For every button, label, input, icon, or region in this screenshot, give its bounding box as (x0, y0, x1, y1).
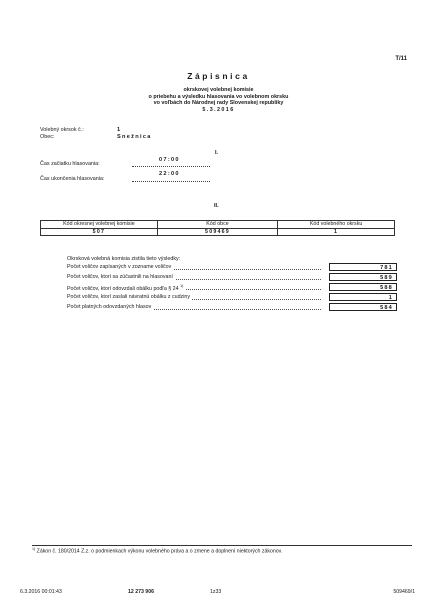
start-time-value: 07:00 (159, 157, 180, 163)
footer-timestamp: 6.3.2016 00:01:43 (20, 589, 62, 595)
results-intro: Okrsková volebná komisia zistila tieto výsledky: (67, 256, 181, 262)
table-row (41, 228, 395, 236)
result-label: Počet voličov zapísaných v zozname voličov (67, 264, 172, 270)
table-value-cell: 509469 (157, 228, 277, 236)
end-time-value: 22:00 (159, 171, 180, 177)
result-label (67, 284, 185, 292)
subtitle-line: o priebehu a výsledku hlasovania vo volebnom okrsku (148, 93, 289, 100)
result-row (67, 293, 397, 302)
table-row (41, 221, 395, 229)
footnote (32, 547, 282, 555)
table-value-cell: 507 (41, 228, 158, 236)
result-row (67, 303, 397, 312)
end-time-label: Čas ukončenia hlasovania: (40, 176, 105, 182)
start-time-dots (132, 166, 210, 167)
footer-code: 509469/1 (393, 589, 415, 595)
footer-page: 1z33 (210, 589, 222, 595)
footnote-separator (32, 545, 412, 546)
district-value: 1 (117, 127, 121, 133)
result-row (67, 283, 397, 292)
result-row (67, 263, 397, 272)
district-label: Volebný okrsok č.: (40, 127, 84, 133)
result-value-box: 584 (329, 303, 397, 311)
end-time-dots (132, 181, 210, 182)
footer-doc-number: 12 273 906 (128, 589, 154, 595)
table-value-cell: 1 (278, 228, 395, 236)
footnote-reference: 1) (180, 284, 184, 288)
municipality-value: Snežnica (117, 134, 152, 140)
result-value-box: 588 (329, 283, 397, 291)
page-code: T/11 (395, 56, 407, 62)
municipality-label: Obec: (40, 134, 55, 140)
subtitle-line: okrskovej volebnej komisie (183, 87, 254, 93)
result-label: Počet voličov, ktorí zaslali návratnú obálku z cudziny (67, 294, 190, 300)
table-header-cell: Kód volebného okrsku (278, 221, 395, 229)
table-header-cell: Kód obce (157, 221, 277, 229)
result-label: Počet platných odovzdaných hlasov (67, 304, 152, 310)
section-two-numeral: II. (214, 203, 219, 209)
footnote-text: Zákon č. 180/2014 Z.z. o podmienkach výkonu volebného práva a o zmene a doplnení niektorých zákonov. (36, 548, 283, 555)
document-subtitle (0, 87, 437, 113)
result-value-box: 1 (329, 293, 397, 301)
document-title: Zápisnica (187, 71, 250, 81)
codes-table (40, 220, 395, 236)
subtitle-line: vo voľbách do Národnej rady Slovenskej republiky (153, 100, 284, 107)
result-value-box: 589 (329, 273, 397, 281)
section-one-numeral: I. (215, 150, 219, 156)
result-label-text: Počet voličov, ktorí odovzdali obálku podľa § 24 (67, 285, 179, 292)
table-header-cell: Kód okresnej volebnej komisie (41, 221, 158, 229)
result-row (67, 273, 397, 282)
footnote-mark: 1) (32, 547, 36, 551)
election-date: 5.3.2016 (202, 106, 235, 113)
result-label: Počet voličov, ktorí sa zúčastnili na hlasovaní (67, 274, 173, 280)
result-value-box: 781 (329, 263, 397, 271)
start-time-label: Čas začiatku hlasovania: (40, 161, 100, 167)
